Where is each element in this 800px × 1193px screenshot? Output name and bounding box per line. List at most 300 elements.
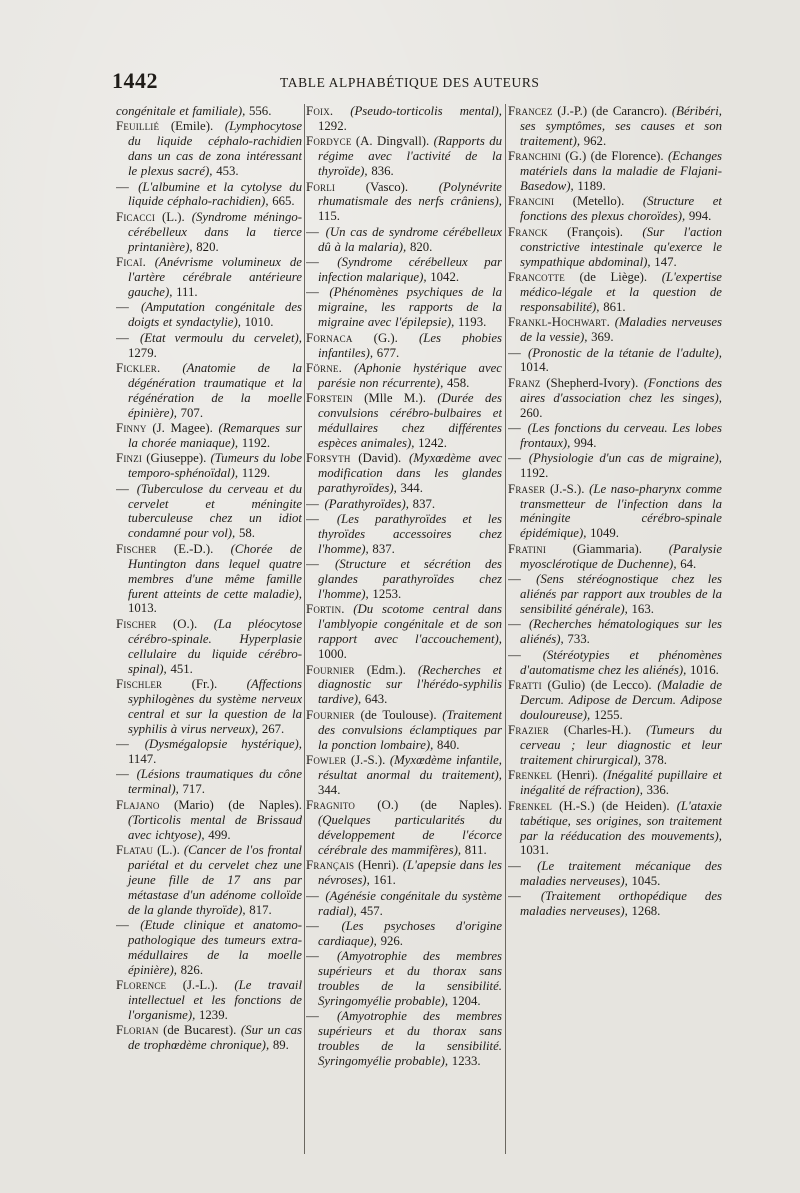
page-reference: 1042.: [426, 269, 460, 284]
sub-entry: [116, 180, 302, 210]
page-reference: 1204.: [448, 993, 481, 1008]
author-entry: [508, 225, 722, 270]
author-name: Fratti: [508, 677, 542, 692]
author-entry: [306, 708, 502, 753]
sub-entry: [306, 1009, 502, 1069]
author-detail: (H.-S.) (de Heiden).: [552, 798, 677, 813]
author-entry: [508, 482, 722, 542]
work-title: (Myxœdème avec modification dans les glandes parathyroïdes),: [318, 451, 502, 496]
work-title: (Sens stéréognostique chez les aliénés par rapport aux troubles de la sensibilité générale),: [520, 572, 722, 616]
page-reference: 811.: [461, 842, 487, 857]
page-reference: 1279.: [128, 345, 157, 360]
author-detail: (G.).: [352, 330, 419, 345]
work-title: (Le traitement mécanique des maladies nerveuses),: [520, 858, 722, 888]
author-name: Frankl-Hochwart: [508, 315, 607, 330]
work-title: (Pronostic de la tétanie de l'adulte),: [527, 345, 722, 360]
work-title: (Echanges matériels dans la maladie de Flajani-Basedow),: [520, 149, 722, 194]
author-entry: [508, 723, 722, 768]
author-entry: [116, 421, 302, 451]
page-reference: 837.: [368, 541, 395, 556]
author-entry: [306, 451, 502, 496]
author-detail: .: [157, 360, 183, 375]
work-title: (Remarques sur la chorée maniaque),: [128, 421, 302, 450]
page-reference: 836.: [367, 164, 394, 179]
author-detail: (O.).: [156, 616, 214, 631]
author-name: Flatau: [116, 842, 154, 857]
author-name: Fournier: [306, 707, 355, 722]
author-name: Fragnito: [306, 798, 356, 813]
page-header: [112, 68, 722, 94]
sub-entry: [116, 918, 302, 978]
work-title: (Amyotrophie des membres supérieurs et du thorax sans troubles de la sensibilité. Syringomyélie probable),: [318, 1009, 502, 1069]
sub-entry: [508, 421, 722, 451]
repeat-dash: —: [306, 557, 333, 572]
repeat-dash: —: [508, 617, 528, 632]
repeat-dash: —: [116, 179, 137, 194]
sub-entry: [116, 482, 302, 542]
work-title: (Les fonctions du cerveau. Les lobes frontaux),: [520, 421, 722, 450]
sub-entry: [306, 497, 502, 512]
page-reference: 837.: [408, 496, 436, 511]
repeat-dash: —: [306, 888, 324, 903]
page-reference: 1192.: [238, 435, 271, 450]
author-name: Finny: [116, 421, 147, 436]
author-entry: [306, 180, 502, 225]
page-reference: 64.: [676, 556, 697, 571]
author-name: Florian: [116, 1023, 159, 1038]
page-reference: 733.: [563, 632, 590, 647]
work-title: (Du scotome central dans l'amblyopie congénitale et de son rapport avec l'accouchement),: [318, 602, 502, 647]
author-name: Fischler: [116, 676, 163, 691]
author-entry: [116, 1023, 302, 1053]
repeat-dash: —: [116, 767, 135, 782]
author-name: Fortin: [306, 602, 342, 617]
author-entry: [508, 315, 722, 345]
work-title: (Stéréotypies et phénomènes d'automatisme chez les aliénés),: [520, 647, 722, 677]
author-detail: (L.).: [153, 842, 184, 857]
page-reference: 267.: [258, 721, 285, 736]
repeat-dash: —: [116, 300, 139, 315]
work-title: (Amputation congénitale des doigts et syndactylie),: [128, 300, 302, 330]
work-title: (Etat vermoulu du cervelet),: [139, 330, 302, 345]
sub-entry: [306, 949, 502, 1009]
page-reference: 336.: [642, 783, 669, 798]
author-entry: [306, 361, 502, 391]
index-column-3: [508, 104, 722, 1154]
page-reference: 643.: [361, 692, 388, 707]
author-name: Ficacci: [116, 209, 156, 224]
work-title: (Rapports du régime avec l'activité de la thyroïde),: [318, 134, 502, 179]
author-name: Fickler: [116, 360, 158, 375]
work-title: (Structure et fonctions des plexus choroïdes),: [520, 194, 722, 224]
index-columns: [116, 104, 724, 1164]
work-title: (Maladie de Dercum. Adipose de Dercum. Adipose douloureuse),: [520, 677, 722, 722]
author-name: Franck: [508, 224, 548, 239]
author-detail: (David).: [350, 451, 409, 466]
author-detail: (L.).: [155, 209, 192, 224]
page-reference: 1049.: [586, 526, 619, 541]
author-detail: (A. Dingvall).: [351, 134, 434, 149]
author-detail: (E.-D.).: [156, 541, 231, 556]
repeat-dash: —: [306, 1009, 335, 1024]
author-detail: (J.-S.).: [346, 752, 390, 767]
sub-entry: [508, 648, 722, 678]
sub-entry: [306, 512, 502, 557]
author-detail: .: [341, 602, 354, 617]
author-name: Förne: [306, 360, 339, 375]
sub-entry: [508, 889, 722, 919]
author-name: Fischer: [116, 541, 157, 556]
repeat-dash: —: [508, 451, 527, 466]
work-title: (Phénomènes psychiques de la migraine, les rapports de la migraine avec l'épilepsie),: [318, 285, 502, 330]
work-title: (Torticolis mental de Brissaud avec ichtyose),: [128, 812, 302, 842]
work-title: (Traitement orthopédique des maladies nerveuses),: [520, 889, 722, 919]
work-title: (Agénésie congénitale du système radial),: [318, 888, 502, 918]
author-entry: [306, 391, 502, 451]
sub-entry: [508, 617, 722, 647]
page-reference: 840.: [433, 737, 460, 752]
author-name: Fowler: [306, 752, 347, 767]
author-entry: [508, 149, 722, 194]
author-entry: [508, 678, 722, 723]
page-reference: 1031.: [520, 843, 549, 858]
page-reference: 556.: [245, 104, 272, 118]
author-entry: [116, 677, 302, 737]
page-reference: 994.: [570, 435, 597, 450]
author-entry: [306, 331, 502, 361]
author-detail: (Mlle M.).: [352, 391, 438, 406]
work-title: (Les phobies infantiles),: [318, 330, 502, 360]
page-reference: 1253.: [368, 587, 402, 601]
author-name: Fratini: [508, 541, 547, 556]
work-title: (Pseudo-torticolis mental),: [350, 104, 502, 118]
work-title: (Aphonie hystérique avec parésie non récurrente),: [318, 360, 502, 390]
work-title: (Le travail intellectuel et les fonctions de l'organisme),: [128, 978, 302, 1022]
repeat-dash: —: [508, 345, 526, 360]
work-title: (Polynévrite rhumatismale des nerfs crâniens),: [318, 179, 502, 209]
author-entry: [508, 799, 722, 859]
page-reference: 1242.: [414, 435, 447, 450]
work-title: (Recherches et diagnostic sur l'hérédo-syphilis tardive),: [318, 662, 502, 707]
author-name: Flajano: [116, 797, 160, 812]
page-reference: 820.: [406, 239, 433, 254]
author-entry: [306, 663, 502, 708]
work-title: (Tuberculose du cerveau et du cervelet et méningite tuberculeuse chez un idiot condamné pour vol),: [128, 481, 302, 541]
author-detail: (Mario) (de Naples).: [159, 797, 302, 812]
author-entry: [306, 858, 502, 888]
sub-entry: [306, 255, 502, 285]
repeat-dash: —: [306, 224, 324, 239]
page-reference: 378.: [640, 752, 667, 767]
work-title: (Les psychoses d'origine cardiaque),: [318, 918, 502, 948]
repeat-dash: —: [508, 572, 535, 587]
repeat-dash: —: [508, 889, 539, 904]
page-reference: 161.: [369, 873, 396, 888]
page-reference: 1045.: [627, 873, 661, 888]
page-reference: 926.: [376, 933, 403, 948]
author-name: Ficaï: [116, 255, 143, 270]
index-column-1: [116, 104, 302, 1154]
sub-entry: [116, 331, 302, 361]
author-name: Forstein: [306, 391, 353, 406]
page-reference: 1014.: [520, 360, 549, 375]
sub-entry: [306, 285, 502, 330]
author-entry: [306, 753, 502, 798]
author-detail: .: [338, 360, 354, 375]
work-title: (Durée des convulsions cérébro-bulbaires et médullaires chez différentes espèces animales),: [318, 391, 502, 450]
page-reference: 1239.: [195, 1007, 228, 1022]
work-title: (Dysmégalopsie hystérique),: [144, 737, 302, 752]
repeat-dash: —: [508, 858, 536, 873]
page-reference: 369.: [587, 330, 614, 345]
column-divider: [505, 104, 506, 1154]
page-reference: 344.: [318, 782, 341, 797]
page-reference: 1016.: [686, 662, 719, 677]
page-reference: 861.: [599, 299, 626, 314]
author-detail: (de Liège).: [564, 269, 662, 284]
repeat-dash: —: [508, 421, 526, 436]
page-reference: 1268.: [627, 904, 661, 919]
page-reference: 115.: [318, 209, 340, 224]
work-title: (L'apepsie dans les névroses),: [318, 858, 502, 888]
page-reference: 717.: [178, 782, 205, 797]
work-title: (Syndrome méningo-cérébelleux dans la tierce printanière),: [128, 209, 302, 254]
author-entry: [306, 104, 502, 134]
repeat-dash: —: [306, 255, 336, 270]
page-reference: 962.: [580, 133, 607, 148]
page-reference: 1193.: [454, 315, 487, 330]
work-title: (Lymphocytose du liquide céphalo-rachidien dans un cas de zona intéressant le plexus sacré),: [128, 119, 302, 179]
author-name: Francez: [508, 104, 553, 118]
author-detail: .: [142, 255, 155, 270]
author-detail: (J.-L.).: [166, 978, 235, 993]
work-title: (Anatomie de la dégénération traumatique et la régénération de la moelle épinière),: [128, 360, 302, 420]
sub-entry: [508, 451, 722, 481]
index-column-2: [306, 104, 502, 1154]
page-reference: 826.: [176, 962, 204, 977]
work-title: congénitale et familiale),: [116, 104, 246, 118]
work-title: (Sur un cas de trophœdème chronique),: [128, 1023, 302, 1053]
work-title: (Sur l'action constrictive intestinale qu'exerce le sympathique abdominal),: [520, 224, 722, 269]
author-name: Français: [306, 858, 355, 873]
work-title: (La pléocytose cérébro-spinale. Hyperplasie cellulaire du liquide cérébro-spinal),: [128, 616, 302, 676]
author-name: Frazier: [508, 723, 550, 738]
author-detail: (J.-S.).: [545, 481, 590, 496]
author-detail: (Shepherd-Ivory).: [540, 375, 644, 390]
author-detail: (Henri).: [354, 858, 403, 873]
author-entry: [306, 134, 502, 179]
page-reference: 1233.: [448, 1054, 481, 1069]
work-title: (Anévrisme volumineux de l'artère cérébrale antérieure gauche),: [128, 255, 302, 299]
author-detail: (Emile).: [159, 119, 225, 134]
sub-entry: [306, 889, 502, 919]
page-reference: 1189.: [573, 179, 606, 194]
repeat-dash: —: [116, 330, 138, 345]
work-title: (Paralysie myosclérotique de Duchenne),: [520, 541, 722, 571]
author-detail: (de Bucarest).: [158, 1023, 241, 1038]
page-reference: 665.: [268, 194, 295, 209]
page-reference: 499.: [204, 827, 231, 842]
page-reference: 147.: [650, 254, 677, 269]
page-reference: 1129.: [238, 466, 271, 481]
page-reference: 1147.: [128, 751, 157, 766]
work-title: (Syndrome cérébelleux par infection malarique),: [318, 255, 502, 284]
work-title: (Tumeurs du lobe temporo-sphénoïdal),: [128, 451, 302, 481]
author-detail: (Charles-H.).: [549, 723, 647, 738]
author-entry: [116, 617, 302, 677]
sub-entry: [306, 225, 502, 255]
page-reference: 820.: [192, 239, 219, 254]
author-detail: (Vasco).: [335, 179, 439, 194]
work-title: (Structure et sécrétion des glandes parathyroïdes chez l'homme),: [318, 557, 502, 601]
column-divider: [304, 104, 305, 1154]
repeat-dash: —: [116, 481, 135, 496]
author-name: Fornaca: [306, 330, 353, 345]
author-detail: .: [606, 315, 615, 330]
page-reference: 1192.: [520, 466, 549, 481]
author-detail: (J.-P.) (de Carancro).: [552, 104, 672, 118]
author-detail: (Edm.).: [354, 662, 418, 677]
work-title: (Affections syphilogènes du système nerveux central et sur la question de la syphilis à virus nerveux),: [128, 676, 302, 736]
repeat-dash: —: [116, 737, 143, 752]
author-detail: (Fr.).: [162, 676, 247, 691]
author-detail: (Metello).: [554, 194, 643, 209]
page-reference: 817.: [245, 902, 272, 917]
repeat-dash: —: [306, 285, 328, 300]
author-entry: [116, 361, 302, 421]
author-name: Feuillié: [116, 119, 160, 134]
sub-entry: [508, 859, 722, 889]
work-title: (Le naso-pharynx comme transmetteur de l'infection dans la méningite cérébro-spinale épidémique),: [520, 481, 722, 541]
page-reference: 1000.: [318, 647, 347, 662]
work-title: (L'ataxie tabétique, ses origines, son traitement par la rééducation des mouvements),: [520, 798, 722, 843]
page-reference: 457.: [356, 903, 383, 918]
author-entry: [116, 255, 302, 300]
work-title: (Béribéri, ses symptômes, ses causes et son traitement),: [520, 104, 722, 148]
author-name: Forsyth: [306, 451, 351, 466]
author-name: Franchini: [508, 149, 561, 164]
work-title: (L'expertise médico-légale et la question de responsabilité),: [520, 269, 722, 314]
author-name: Forli: [306, 179, 336, 194]
sub-entry: [508, 346, 722, 376]
work-title: (Maladies nerveuses de la vessie),: [520, 315, 722, 345]
sub-entry: [508, 572, 722, 617]
repeat-dash: —: [306, 511, 335, 526]
page-reference: 260.: [520, 405, 543, 420]
repeat-dash: —: [508, 647, 541, 662]
author-entry: [116, 798, 302, 843]
page-reference: 1255.: [590, 707, 623, 722]
repeat-dash: —: [116, 917, 139, 932]
author-entry: [508, 104, 722, 149]
author-entry: [116, 451, 302, 481]
author-name: Fournier: [306, 662, 355, 677]
work-title: (Myxœdème infantile, résultat anormal du traitement),: [318, 752, 502, 782]
author-entry: [508, 270, 722, 315]
author-entry: [116, 978, 302, 1023]
author-entry: [116, 542, 302, 617]
author-name: Frenkel: [508, 798, 553, 813]
work-title: (Un cas de syndrome cérébelleux dû à la malaria),: [318, 224, 502, 254]
author-name: Fraser: [508, 481, 546, 496]
page-reference: 994.: [685, 209, 712, 224]
continued-entry: [116, 104, 302, 119]
author-entry: [116, 119, 302, 179]
author-detail: (G.) (de Florence).: [560, 149, 668, 164]
author-name: Francotte: [508, 269, 565, 284]
author-entry: [508, 542, 722, 572]
repeat-dash: —: [306, 949, 335, 964]
author-detail: (J. Magee).: [146, 421, 219, 436]
running-title: TABLE ALPHABÉTIQUE DES AUTEURS: [280, 75, 540, 90]
page-reference: 58.: [235, 526, 255, 541]
author-entry: [508, 376, 722, 421]
author-name: Fordyce: [306, 134, 352, 149]
author-name: Frenkel: [508, 768, 553, 783]
work-title: (Fonctions des aires d'association chez les singes),: [520, 375, 722, 405]
work-title: (Inégalité pupillaire et inégalité de réfraction),: [520, 768, 722, 798]
work-title: (Lésions traumatiques du cône terminal),: [128, 767, 302, 797]
author-detail: (O.) (de Naples).: [355, 798, 502, 813]
repeat-dash: —: [306, 496, 323, 511]
page-number: 1442: [112, 68, 158, 93]
sub-entry: [306, 557, 502, 602]
author-name: Fischer: [116, 616, 157, 631]
author-detail: (Henri).: [552, 768, 603, 783]
page-reference: 451.: [166, 661, 193, 676]
page-reference: 677.: [373, 345, 400, 360]
author-entry: [306, 602, 502, 662]
work-title: (Tumeurs du cerveau ; leur diagnostic et leur traitement chirurgical),: [520, 723, 722, 767]
page-reference: 707.: [176, 405, 204, 420]
author-entry: [116, 210, 302, 255]
page-reference: 163.: [627, 601, 654, 616]
author-detail: .: [329, 104, 351, 118]
work-title: (Cancer de l'os frontal pariétal et du cervelet chez une jeune fille de 17 ans par métastase d'un adénome colloïde de la glande thyroïde),: [128, 842, 302, 917]
author-entry: [306, 798, 502, 858]
work-title: (Quelques particularités du développement de l'écorce cérébrale des mammifères),: [318, 813, 502, 857]
author-name: Francini: [508, 194, 555, 209]
work-title: (Recherches hématologiques sur les aliénés),: [520, 617, 722, 647]
page-reference: 458.: [443, 375, 470, 390]
author-entry: [508, 194, 722, 224]
page-reference: 453.: [212, 164, 239, 179]
page-reference: 1010.: [240, 315, 274, 330]
author-detail: (Giammaria).: [546, 541, 669, 556]
author-detail: (Giuseppe).: [142, 451, 211, 466]
sub-entry: [116, 767, 302, 797]
author-entry: [508, 768, 722, 798]
sub-entry: [116, 737, 302, 767]
work-title: (Amyotrophie des membres supérieurs et du thorax sans troubles de la sensibilité. Syringomyélie probable),: [318, 949, 502, 1008]
work-title: (Les parathyroïdes et les thyroïdes accessoires chez l'homme),: [318, 511, 502, 556]
work-title: (L'albumine et la cytolyse du liquide céphalo-rachidien),: [128, 179, 302, 209]
sub-entry: [306, 919, 502, 949]
author-entry: [116, 843, 302, 918]
work-title: (Traitement des convulsions éclamptiques par la ponction lombaire),: [318, 707, 502, 752]
page-reference: 89.: [269, 1038, 289, 1053]
repeat-dash: —: [306, 918, 340, 933]
author-name: Foix: [306, 104, 330, 118]
page-reference: 344.: [396, 481, 423, 496]
page-reference: 1292.: [318, 118, 347, 133]
work-title: (Parathyroïdes),: [324, 496, 409, 511]
work-title: (Physiologie d'un cas de migraine),: [528, 451, 722, 466]
author-detail: (François).: [547, 224, 643, 239]
page-reference: 1013.: [128, 601, 157, 616]
page-reference: 111.: [172, 284, 198, 299]
author-detail: (de Toulouse).: [354, 707, 443, 722]
